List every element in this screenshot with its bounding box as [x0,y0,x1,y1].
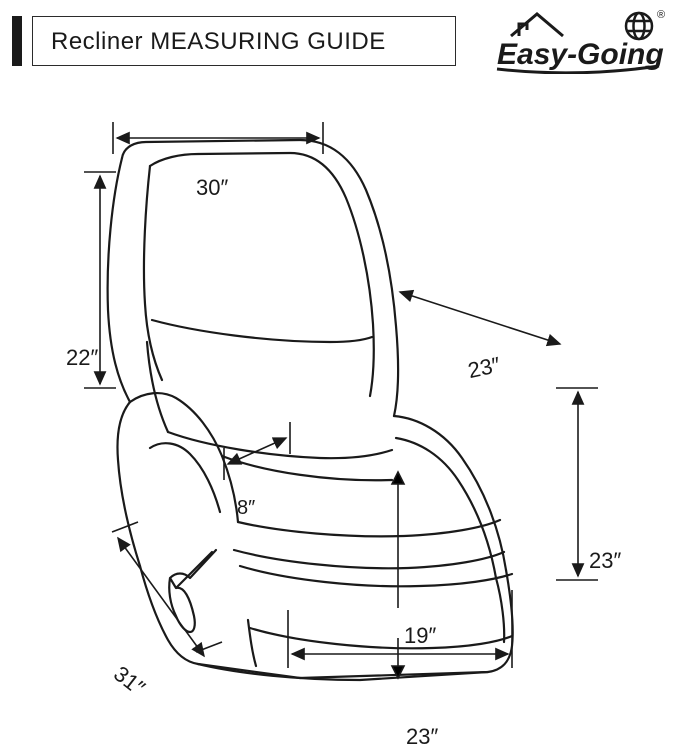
brand-logo [489,6,669,74]
brand-wordmark: Easy-Going [497,38,664,71]
registered-mark: ® [657,9,666,21]
recliner-diagram [0,80,679,749]
dimension-line-23-inch-depth [400,292,560,344]
dimension-23-inch-seat-depth-diagonal: 23″ [465,351,503,384]
dimension-30-inch-top-width: 30″ [196,175,229,200]
chair-outline [108,140,513,680]
dimension-23-inch-side-height: 23″ [589,548,622,573]
brand-logo-svg [489,6,669,74]
page-title: Recliner MEASURING GUIDE [51,28,386,55]
dimension-line-23-inch-bottom [288,590,512,668]
dimension-22-inch-backrest-height: 22″ [66,345,99,370]
dimension-19-inch-seat-height: 19″ [404,623,437,648]
dimension-line-30-inch [113,122,323,154]
dimension-8-inch-arm-width: 8″ [237,497,256,519]
title-accent-bar [12,16,22,66]
dimension-23-inch-bottom-width: 23″ [406,724,439,749]
page-header [0,0,679,80]
dimension-31-inch-side-depth: 31″ [109,660,150,701]
page-title-box [32,16,456,66]
recliner-diagram-svg [0,80,679,682]
